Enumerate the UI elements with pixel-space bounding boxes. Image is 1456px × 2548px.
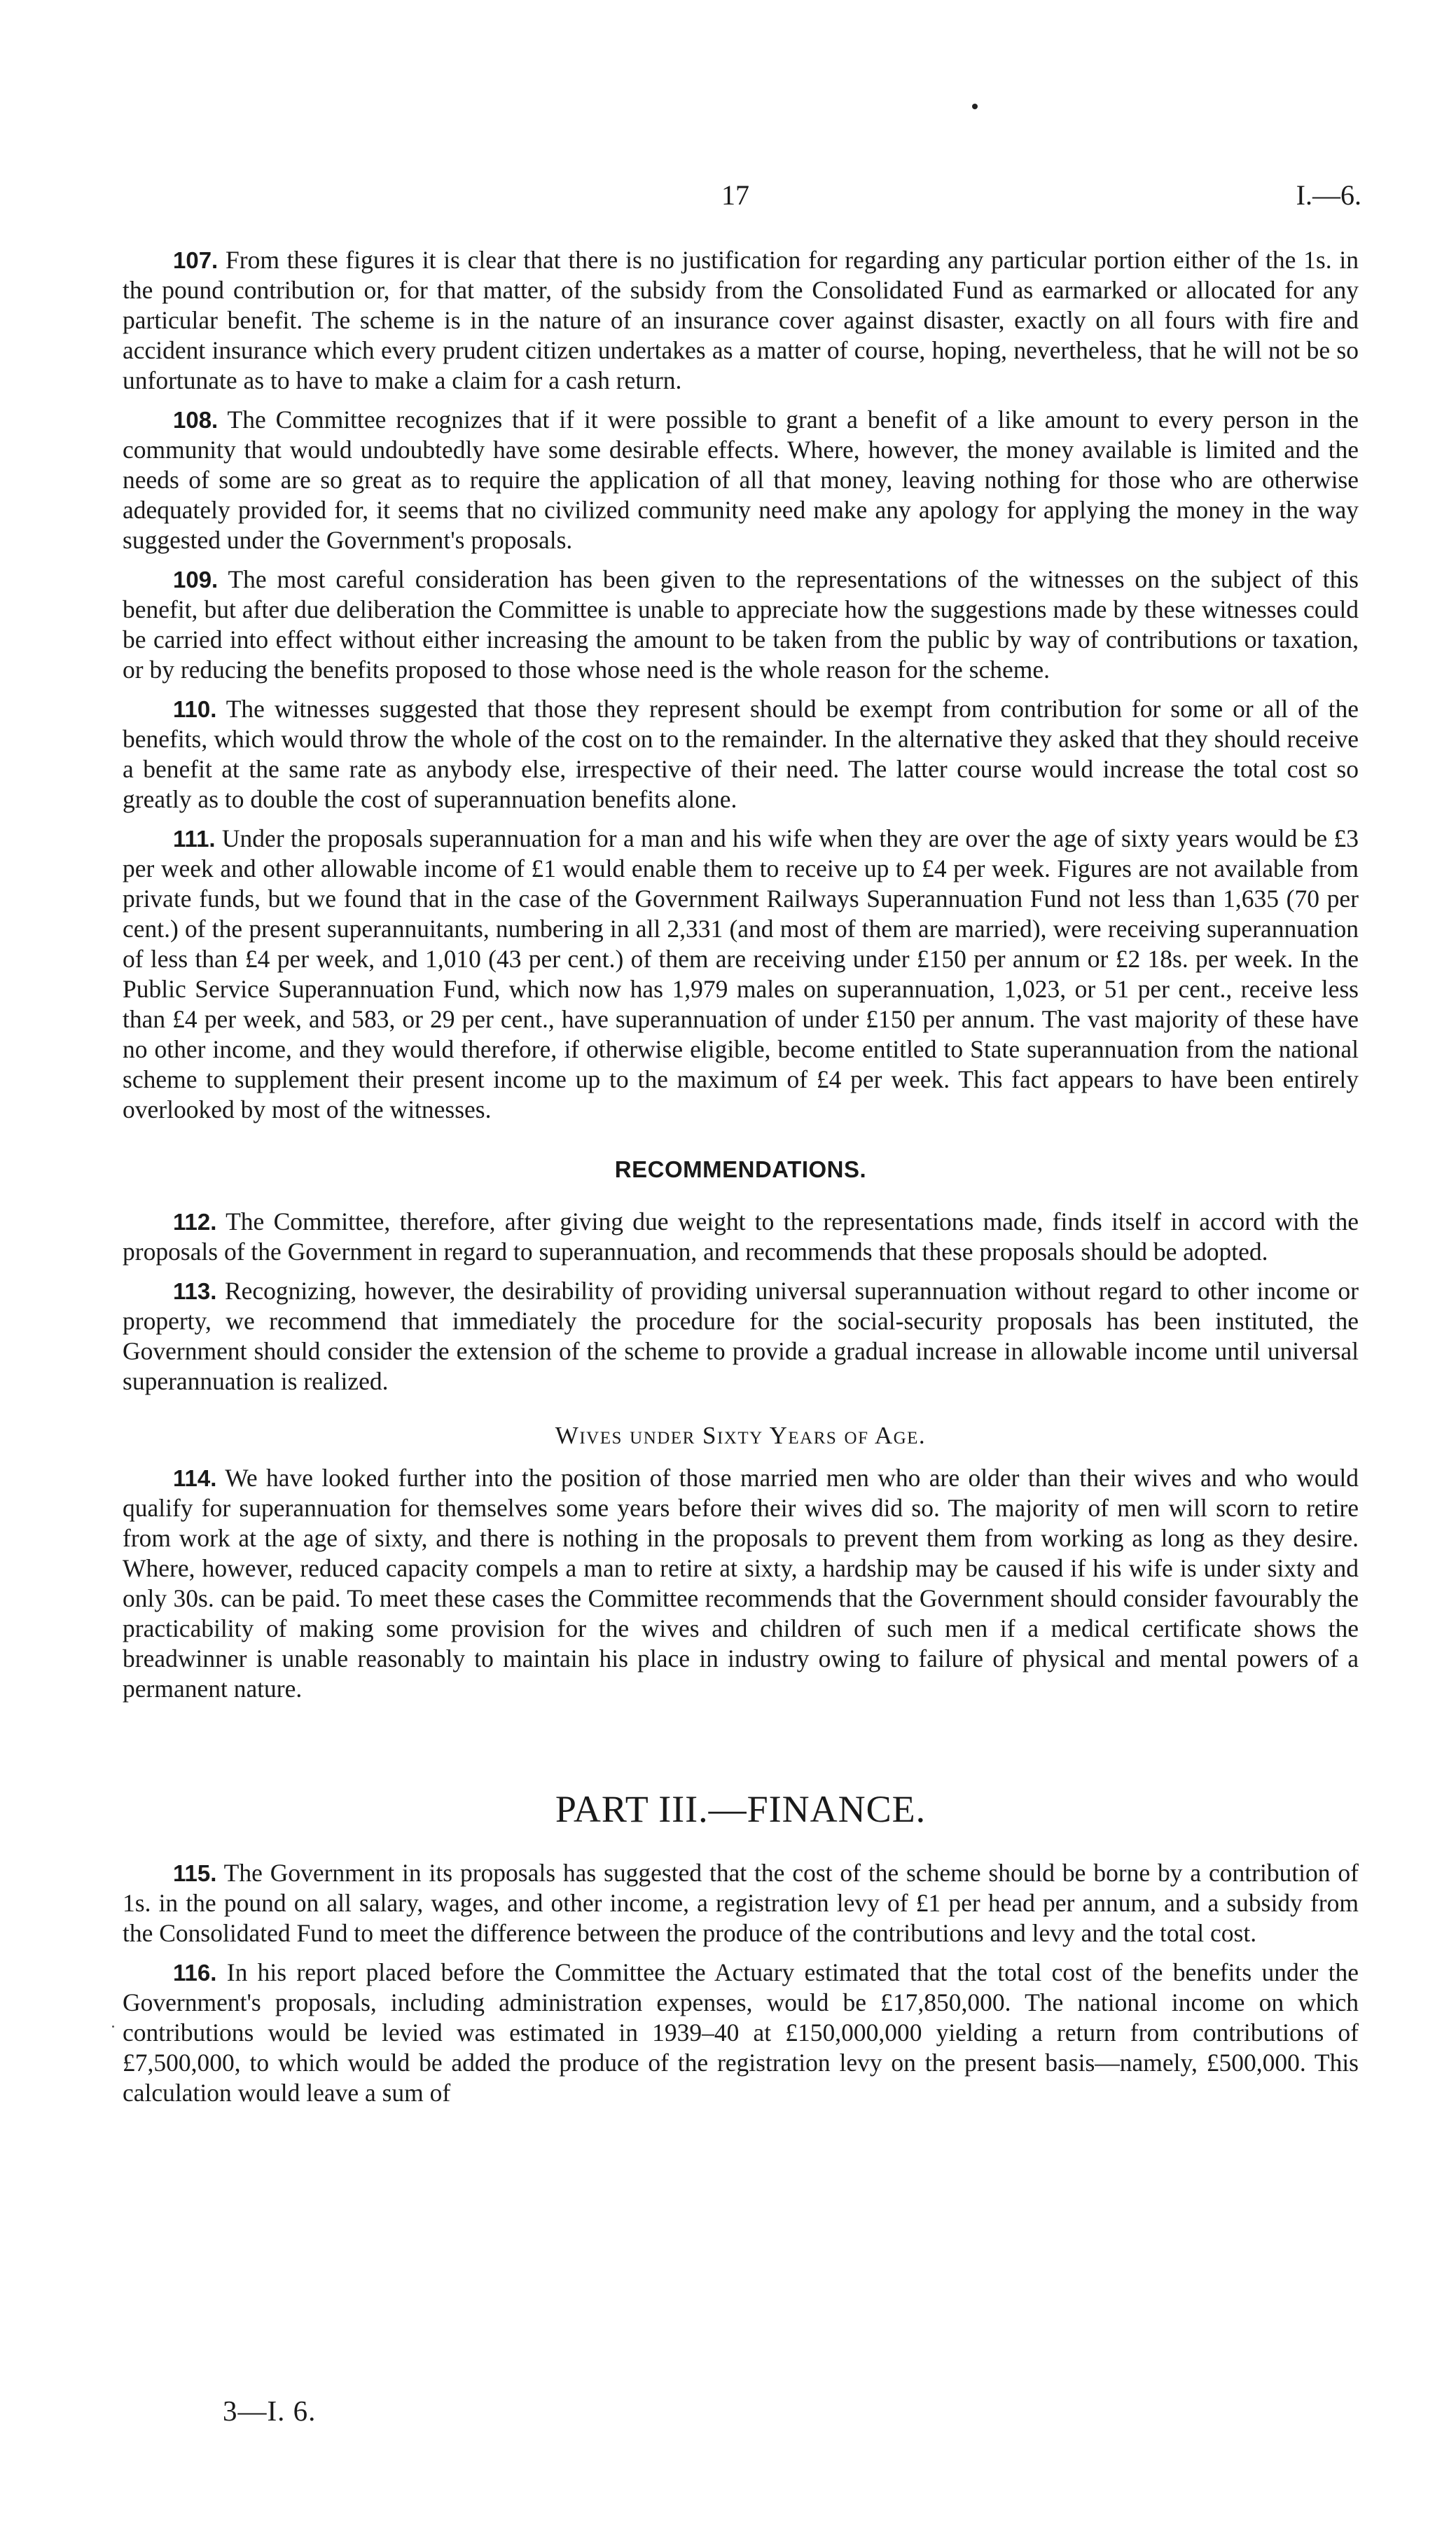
paragraph-115 — [123, 1858, 1359, 1948]
part-heading: PART III.—FINANCE. — [555, 1788, 927, 1830]
paragraph-number: 109. — [173, 567, 219, 593]
print-speck — [972, 104, 978, 109]
paragraph-text: The most careful consideration has been given to the representations of the witnesses on the subject of this benefit, but after due deliberation the Committee is unable to appreciate how the suggestions made by these witnesses could be carried into effect without either increasing the amount to be taken from the public by way of contributions or taxation, or by reducing the benefits proposed to those whose need is the whole reason for the scheme. — [123, 565, 1359, 684]
paragraph-109 — [123, 565, 1359, 685]
paragraph-text: Under the proposals superannuation for a man and his wife when they are over the age of sixty years would be £3 per week and other allowable income of £1 would enable them to receive up to £4 per week. Figures are not available from private funds, but we found that in the case of the Government Railways Superannuation Fund not less than 1,635 (70 per cent.) of the present superannuitants, numbering in all 2,331 (and most of them are married), were receiving superannuation of less than £4 per week, and 1,010 (43 per cent.) of them are receiving under £150 per annum or £2 18s. per week. In the Public Service Superannuation Fund, which now has 1,979 males on superannuation, 1,023, or 51 per cent., receive less than £4 per week, and 583, or 29 per cent., have superannuation of under £150 per annum. The vast majority of these have no other income, and they would therefore, if otherwise eligible, become entitled to State superannuation from the national scheme to supplement their present income up to the maximum of £4 per week. This fact appears to have been entirely overlooked by most of the witnesses. — [123, 824, 1359, 1123]
paragraph-107 — [123, 245, 1359, 396]
paragraph-108 — [123, 405, 1359, 555]
recommendations-heading: RECOMMENDATIONS. — [614, 1156, 867, 1182]
paragraph-112 — [123, 1207, 1359, 1267]
paragraph-text: The witnesses suggested that those they represent should be exempt from contribution for some or all of the benefits, which would throw the whole of the cost on to the remainder. In the alternative they asked that they should receive a benefit at the same rate as anybody else, irrespective of their need. The latter course would increase the total cost so greatly as to double the cost of superannuation benefits alone. — [123, 695, 1359, 813]
paragraph-number: 111. — [173, 826, 216, 852]
paragraph-114 — [123, 1463, 1359, 1704]
paragraph-text: From these figures it is clear that there is no justification for regarding any particular portion either of the 1s. in the pound contribution or, for that matter, of the subsidy from the Consolidated Fund as earmarked or allocated for any particular benefit. The scheme is in the nature of an insurance cover against disaster, exactly on all fours with fire and accident insurance which every prudent citizen undertakes as a matter of course, hoping, nevertheless, that he will not be so unfortunate as to have to make a claim for a cash return. — [123, 246, 1359, 394]
paragraph-text: The Committee, therefore, after giving due weight to the representations made, finds itself in accord with the proposals of the Government in regard to superannuation, and recommends that these proposals should be adopted. — [123, 1207, 1359, 1266]
paragraph-number: 114. — [173, 1465, 217, 1491]
paragraph-text: The Committee recognizes that if it were possible to grant a benefit of a like amount to every person in the community that would undoubtedly have some desirable effects. Where, however, the money available is limited and the needs of some are so great as to require the application of all that money, leaving nothing for those who are otherwise adequately provided for, it seems that no civilized community need make any apology for applying the money in the way suggested under the Government's proposals. — [123, 406, 1359, 554]
paragraph-text: We have looked further into the position of those married men who are older than their wives and who would qualify for superannuation for themselves some years before their wives did so. The majority of men will scorn to retire from work at the age of sixty, and there is nothing in the proposals to prevent them from working as long as they desire. Where, however, reduced capacity compels a man to retire at sixty, a hardship may be caused if his wife is under sixty and only 30s. can be paid. To meet these cases the Committee recommends that the Government should consider favourably the practicability of making some provision for the wives and children of such men if a medical certificate shows the breadwinner is unable reasonably to maintain his place in industry owing to failure of physical and mental powers of a permanent nature. — [123, 1464, 1359, 1703]
paragraph-110 — [123, 694, 1359, 815]
paragraph-number: 107. — [173, 247, 219, 273]
print-speck-margin — [112, 2026, 114, 2028]
paragraph-text: In his report placed before the Committee the Actuary estimated that the total cost of the benefits under the Government's proposals, including administration expenses, would be £17,850,000. The national income on which contributions would be levied was estimated in 1939–40 at £150,000,000 yielding a return from contributions of £7,500,000, to which would be added the produce of the registration levy on the present basis—namely, £500,000. This calculation would leave a sum of — [123, 1958, 1359, 2107]
paragraph-113 — [123, 1276, 1359, 1397]
paragraph-116 — [123, 1958, 1359, 2108]
paragraph-text: The Government in its proposals has suggested that the cost of the scheme should be borne by a contribution of 1s. in the pound on all salary, wages, and other income, a registration levy of £1 per head per annum, and a subsidy from the Consolidated Fund to meet the difference between the produce of the contributions and levy and the total cost. — [123, 1859, 1359, 1947]
paragraph-number: 108. — [173, 407, 219, 433]
paragraph-number: 116. — [173, 1960, 217, 1986]
paragraph-111 — [123, 824, 1359, 1125]
paragraph-text: Recognizing, however, the desirability of providing universal superannuation without regard to other income or property, we recommend that immediately the procedure for the social-security proposals has been instituted, the Government should consider the extension of the scheme to provide a gradual increase in allowable income until universal superannuation is realized. — [123, 1277, 1359, 1395]
wives-subheading: Wives under Sixty Years of Age. — [555, 1422, 927, 1449]
page-number: 17 — [721, 179, 749, 211]
document-reference: I.—6. — [1296, 179, 1361, 211]
paragraph-number: 113. — [173, 1278, 217, 1304]
signature-reference: 3—I. 6. — [223, 2395, 317, 2427]
page-header — [0, 179, 1456, 221]
paragraph-number: 115. — [173, 1860, 217, 1886]
body-text — [123, 245, 1359, 2117]
paragraph-number: 110. — [173, 696, 217, 722]
paragraph-number: 112. — [173, 1209, 217, 1235]
